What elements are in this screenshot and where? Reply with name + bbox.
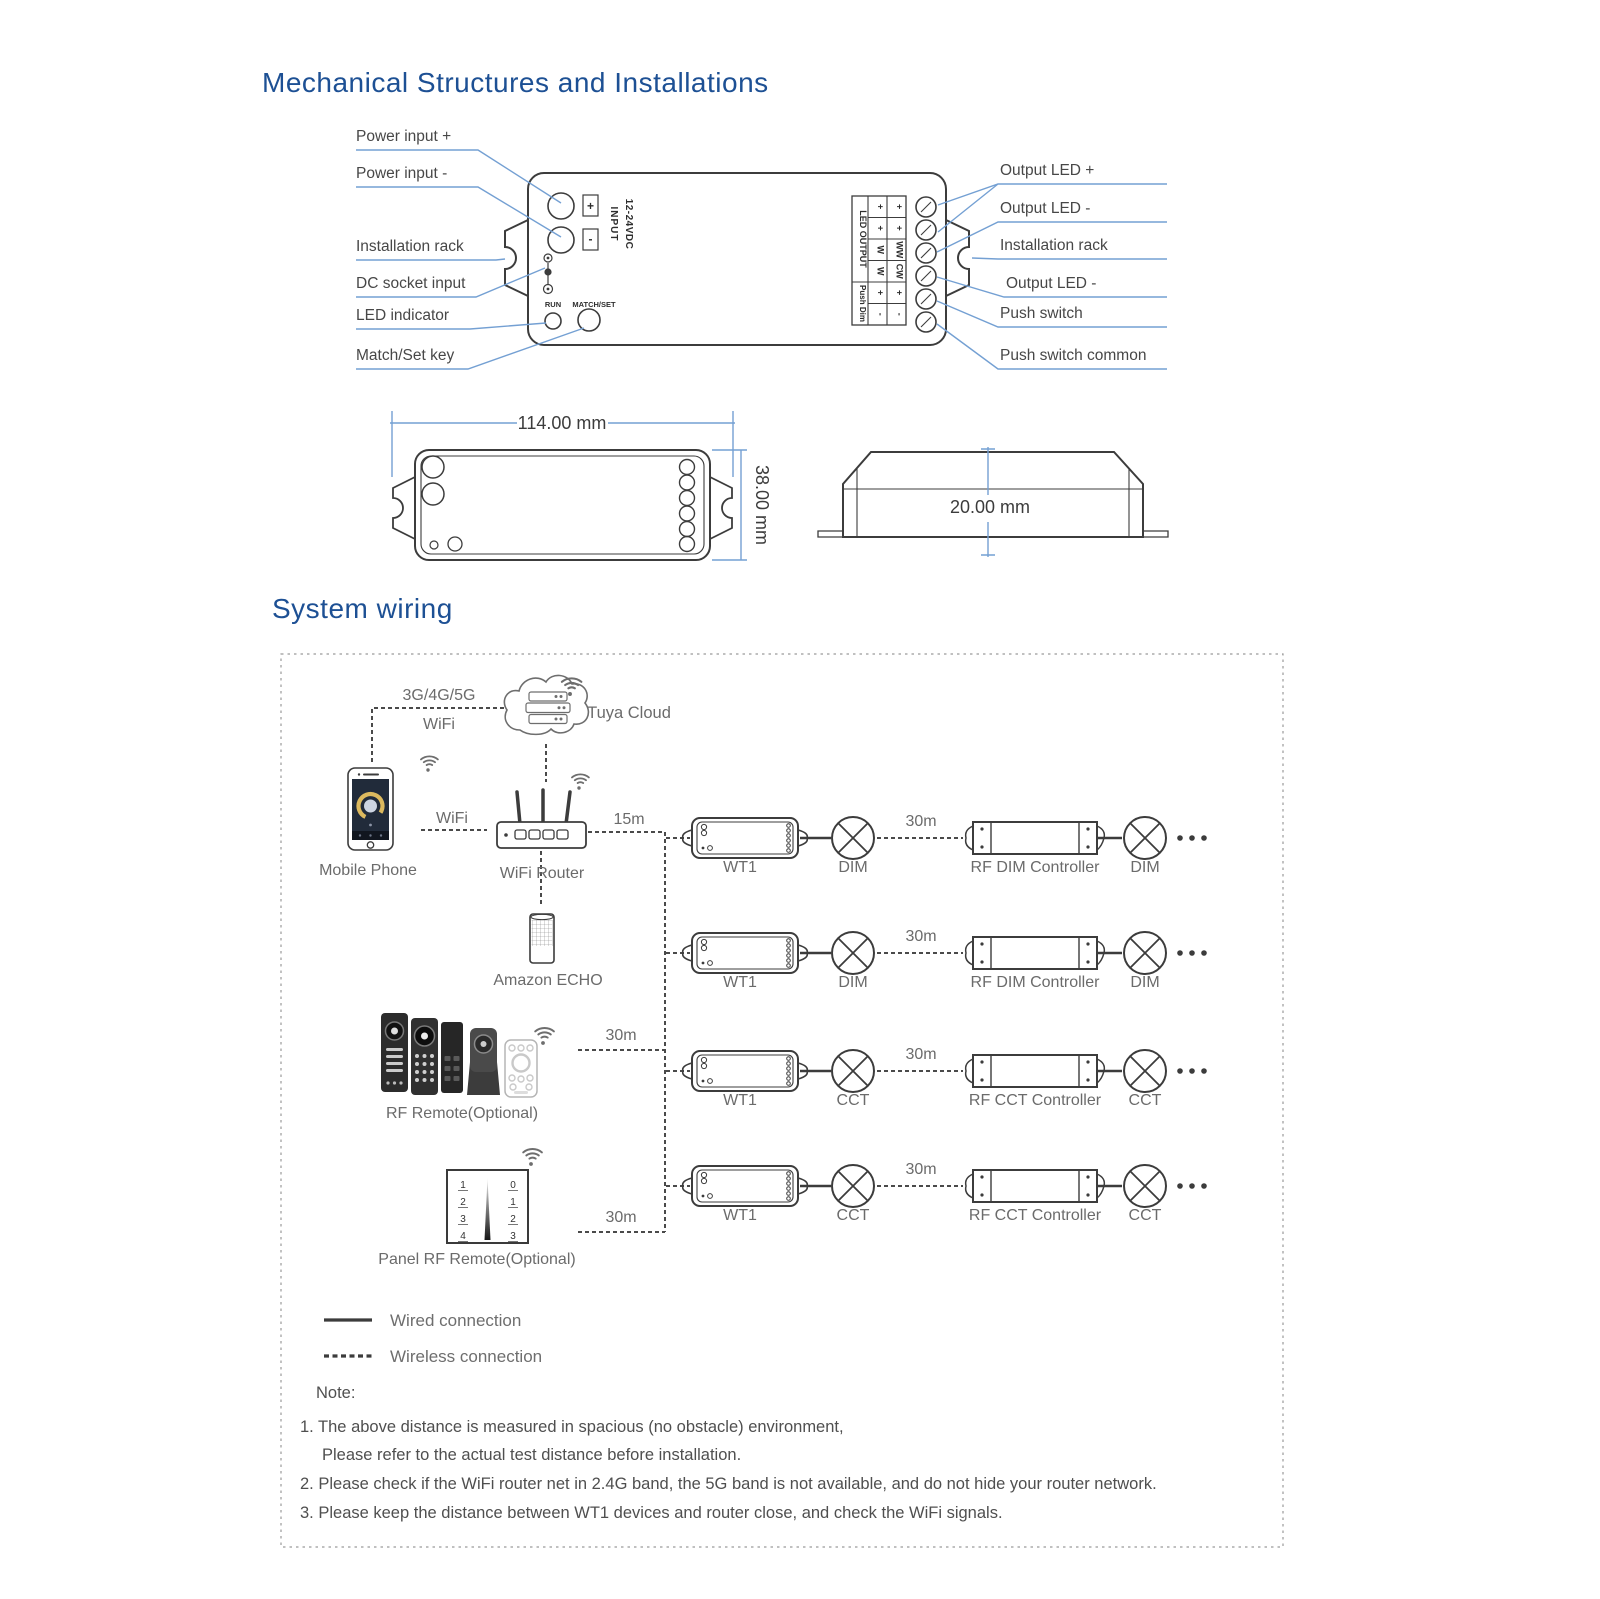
label-installation-rack-right: Installation rack: [1000, 237, 1108, 254]
row4-lamp-label: CCT: [836, 1207, 870, 1224]
amazon-echo-icon: [530, 914, 554, 963]
cloud-label: Tuya Cloud: [587, 704, 671, 722]
mobile-phone-icon: [348, 751, 438, 850]
net-label: 3G/4G/5G: [402, 687, 476, 704]
row3-controller-label: RF CCT Controller: [968, 1092, 1102, 1109]
panel-rf-remote-icon: [447, 1143, 542, 1243]
label-push-switch-common: Push switch common: [1000, 347, 1147, 364]
svg-text:1: 1: [510, 1197, 516, 1208]
svg-text:-: -: [894, 312, 905, 316]
note-title: Note:: [316, 1384, 356, 1402]
row4-distance: 30m: [905, 1161, 937, 1178]
svg-text:-: -: [875, 312, 886, 316]
label-output-led-plus: Output LED +: [1000, 162, 1095, 179]
svg-text:2: 2: [510, 1214, 516, 1225]
row2-lamp2-label: DIM: [1130, 974, 1160, 991]
system-wiring-diagram: [300, 672, 1207, 1522]
row3-wt1-label: WT1: [723, 1092, 757, 1109]
row3-lamp-label: CCT: [836, 1092, 870, 1109]
installation-rack-left: [505, 220, 528, 296]
router-label: WiFi Router: [499, 865, 585, 882]
input-label: INPUT: [608, 206, 619, 242]
panel-remote-label: Panel RF Remote(Optional): [378, 1251, 576, 1268]
row4-wt1-label: WT1: [723, 1207, 757, 1224]
led-output-label: LED OUTPUT: [858, 210, 868, 268]
phone-label: Mobile Phone: [319, 862, 417, 879]
row1-controller-label: RF DIM Controller: [970, 859, 1100, 876]
svg-text:+: +: [875, 225, 886, 231]
label-power-input-minus: Power input -: [356, 165, 448, 182]
row1-wt1-label: WT1: [723, 859, 757, 876]
svg-text:+: +: [894, 225, 905, 231]
wifi-router-icon: [497, 769, 589, 848]
label-led-indicator: LED indicator: [356, 307, 450, 324]
svg-text:+: +: [875, 204, 886, 210]
dimension-side-view: [818, 447, 1168, 557]
row2-distance: 30m: [905, 928, 937, 945]
echo-label: Amazon ECHO: [493, 972, 603, 989]
dim-height: 38.00 mm: [752, 464, 772, 546]
label-power-input-plus: Power input +: [356, 128, 452, 145]
installation-rack-right: [946, 220, 969, 296]
label-output-led-minus-1: Output LED -: [1000, 200, 1091, 217]
notes: [300, 1384, 1157, 1522]
tuya-cloud-icon: [504, 672, 588, 734]
match-set-label: MATCH/SET: [572, 300, 616, 309]
label-installation-rack-left: Installation rack: [356, 238, 464, 255]
dimension-front-view: [390, 411, 772, 560]
svg-text:2: 2: [460, 1197, 466, 1208]
rf-remote-group-icon: [381, 1013, 554, 1097]
svg-text:+: +: [894, 204, 905, 210]
row1-lamp-label: DIM: [838, 859, 868, 876]
note-1b: Please refer to the actual test distance before installation.: [322, 1446, 742, 1464]
row1-lamp2-label: DIM: [1130, 859, 1160, 876]
svg-text:W: W: [875, 266, 886, 276]
svg-text:+: +: [875, 290, 886, 296]
svg-text:1: 1: [460, 1180, 466, 1191]
label-match-set-key: Match/Set key: [356, 347, 455, 364]
row4-controller-label: RF CCT Controller: [968, 1207, 1102, 1224]
run-label: RUN: [544, 300, 562, 309]
svg-text:3: 3: [510, 1231, 516, 1242]
label-push-switch: Push switch: [1000, 305, 1083, 322]
input-minus-mark: -: [588, 232, 593, 246]
row2-controller-label: RF DIM Controller: [970, 974, 1100, 991]
dim-depth: 20.00 mm: [949, 497, 1031, 517]
rf-remote-label: RF Remote(Optional): [385, 1105, 539, 1122]
row4-lamp2-label: CCT: [1128, 1207, 1162, 1224]
section-title-wiring: System wiring: [272, 593, 453, 624]
svg-text:+: +: [894, 290, 905, 296]
distance-30m-panel: 30m: [605, 1209, 637, 1226]
note-3: 3. Please keep the distance between WT1 devices and router close, and check the WiFi signals.: [300, 1504, 1003, 1522]
svg-text:0: 0: [510, 1180, 516, 1191]
push-dim-label: Push Dim: [858, 285, 867, 322]
note-2: 2. Please check if the WiFi router net in 2.4G band, the 5G band is not available, and do not hide your router network.: [300, 1475, 1157, 1493]
legend-wired-label: Wired connection: [390, 1311, 522, 1330]
svg-text:CW: CW: [894, 263, 905, 279]
device-top-view: [505, 173, 969, 345]
distance-30m-remote: 30m: [605, 1027, 637, 1044]
row1-distance: 30m: [905, 813, 937, 830]
label-output-led-minus-2: Output LED -: [1006, 275, 1097, 292]
input-voltage-label: 12-24VDC: [623, 198, 634, 250]
row2-lamp-label: DIM: [838, 974, 868, 991]
svg-text:4: 4: [460, 1231, 466, 1242]
wifi-label-mid: WiFi: [436, 810, 468, 827]
note-1: 1. The above distance is measured in spacious (no obstacle) environment,: [300, 1418, 844, 1436]
svg-text:W: W: [875, 245, 886, 254]
legend-wireless-label: Wireless connection: [390, 1347, 543, 1366]
dim-width: 114.00 mm: [517, 413, 607, 433]
label-dc-socket-input: DC socket input: [356, 275, 466, 292]
svg-text:3: 3: [460, 1214, 466, 1225]
row3-lamp2-label: CCT: [1128, 1092, 1162, 1109]
legend: [324, 1311, 542, 1366]
svg-text:WW: WW: [894, 241, 905, 259]
distance-15m: 15m: [613, 811, 645, 828]
input-plus-mark: +: [586, 199, 595, 213]
row2-wt1-label: WT1: [723, 974, 757, 991]
section-title-mechanical: Mechanical Structures and Installations: [262, 67, 769, 98]
row3-distance: 30m: [905, 1046, 937, 1063]
wifi-label-top: WiFi: [423, 716, 455, 733]
right-callouts: [937, 162, 1167, 369]
